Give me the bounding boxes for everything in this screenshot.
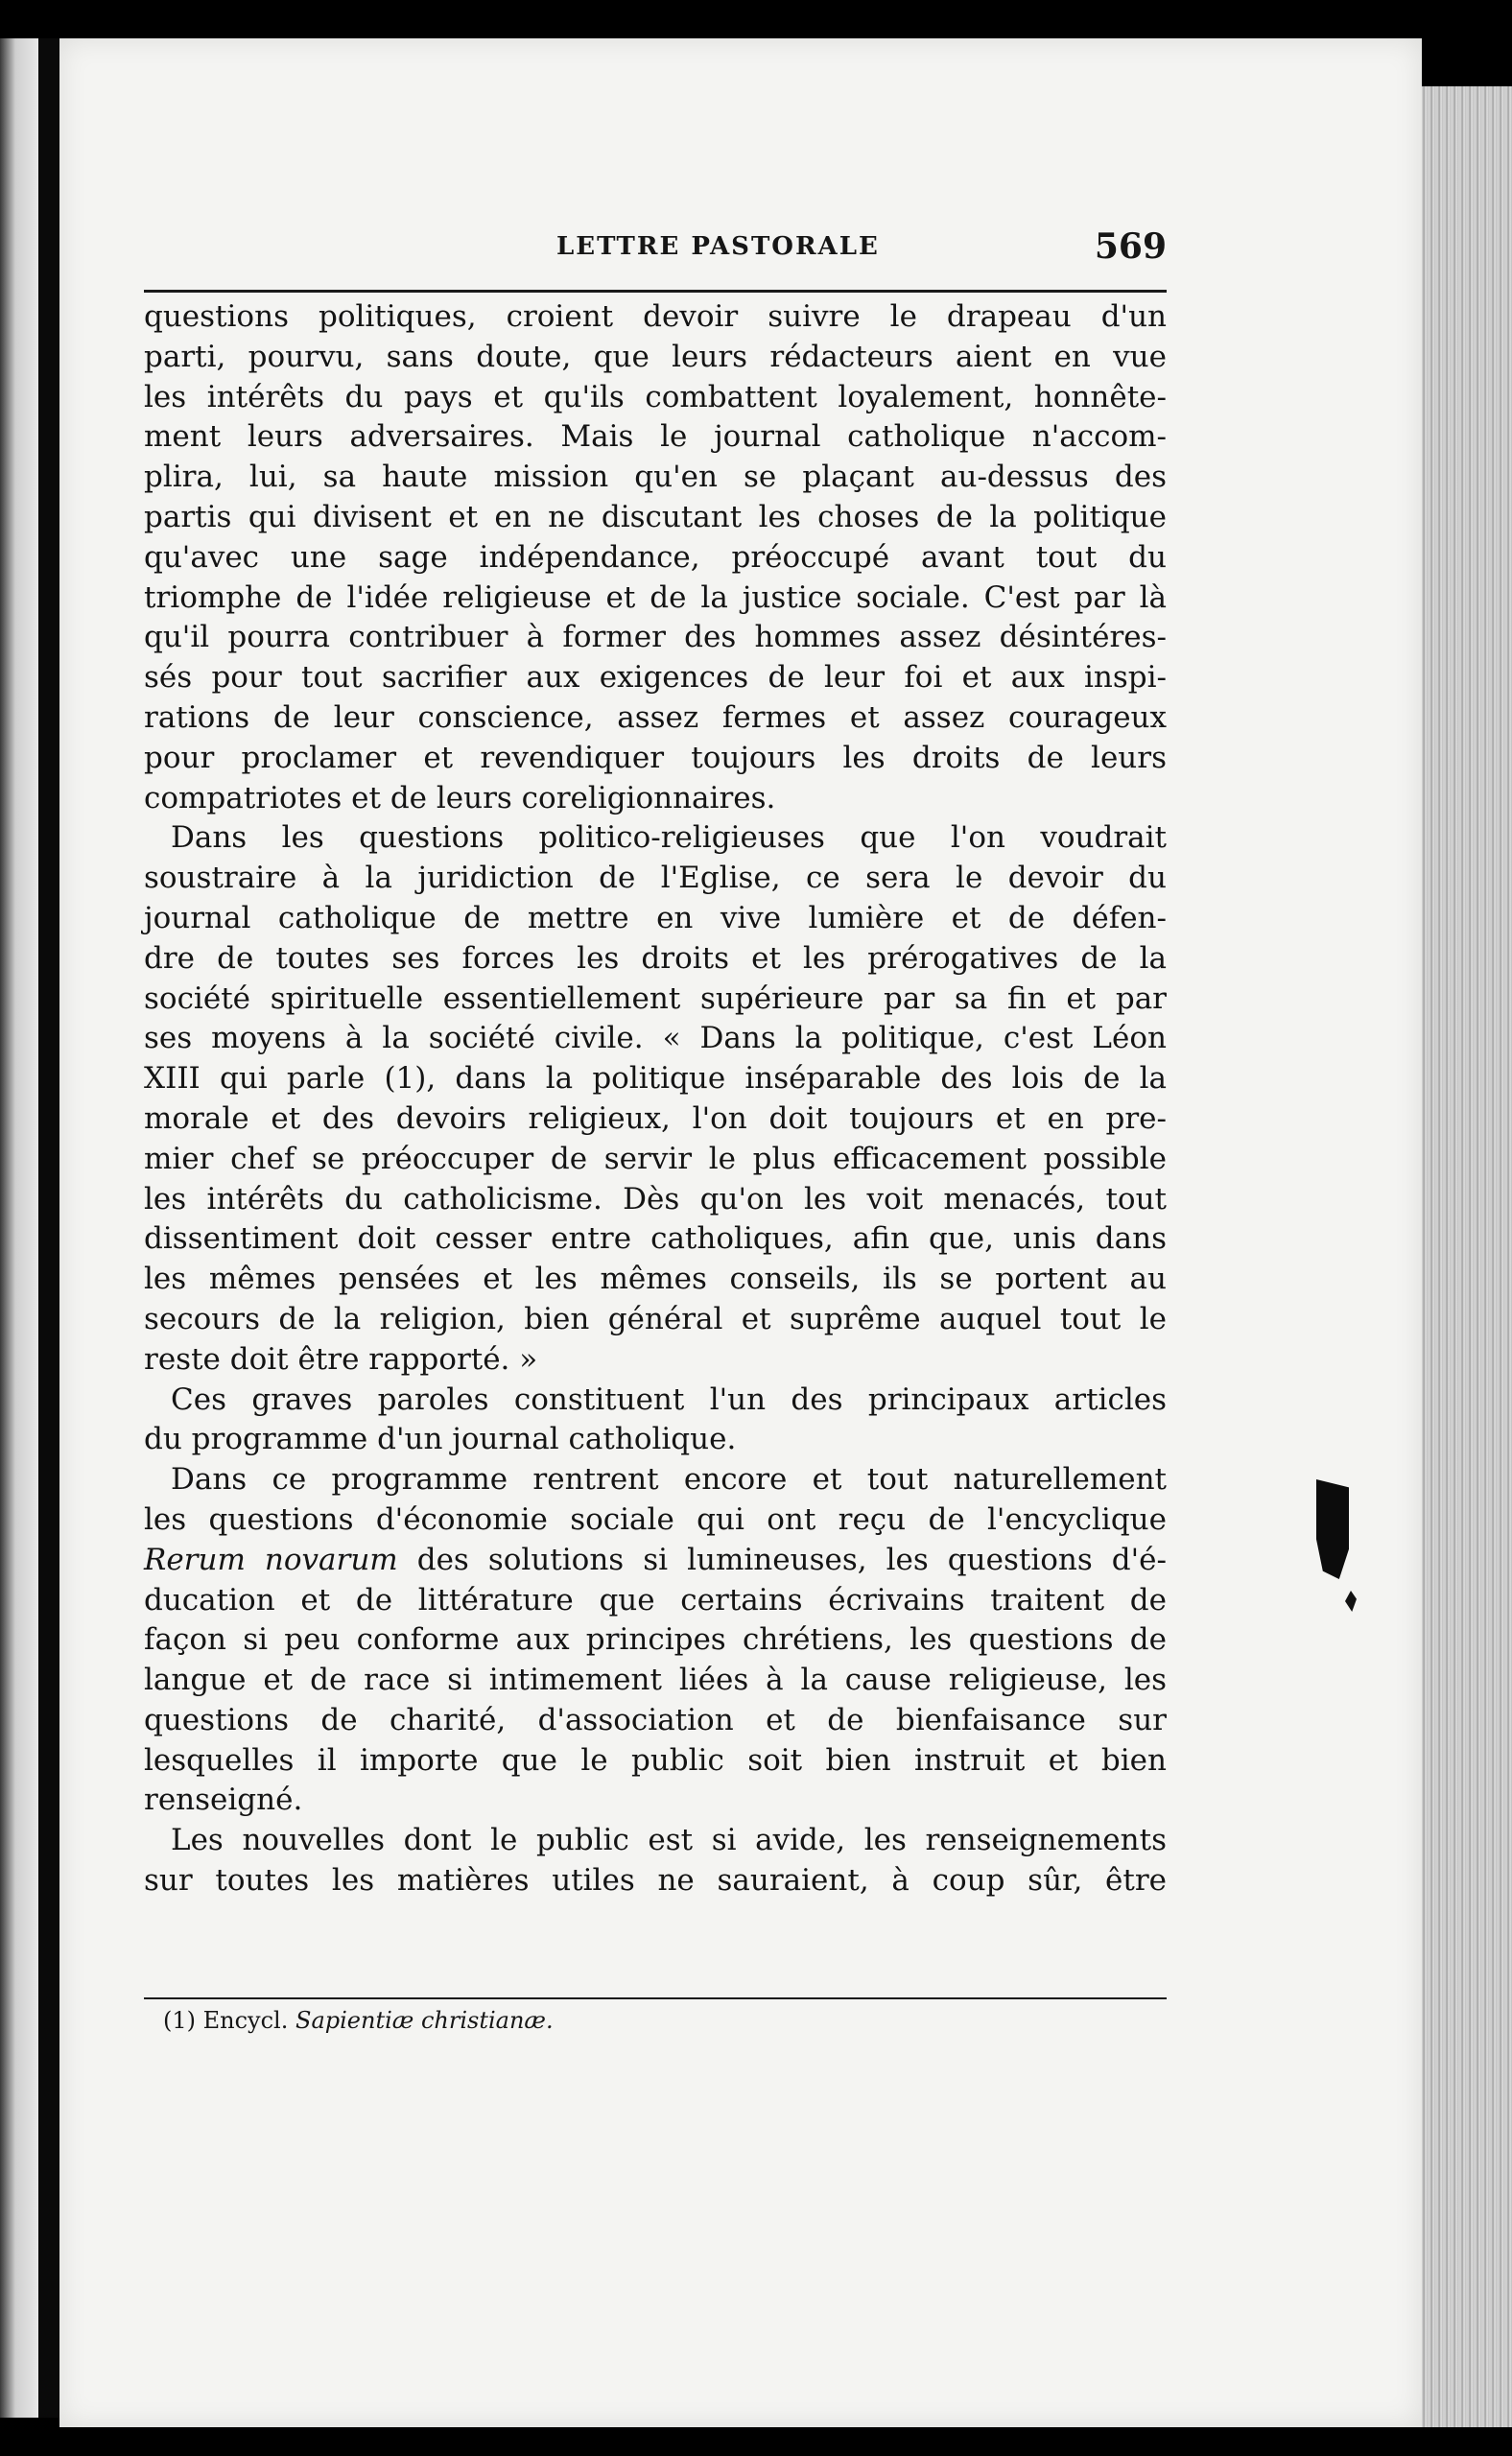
text-line: soustraire à la juridiction de l'Eglise, ce sera le devoir du (144, 861, 1167, 896)
text-line: XIII qui parle (1), dans la politique inséparable des lois de la (144, 1061, 1167, 1097)
running-title: LETTRE PASTORALE (556, 232, 880, 261)
text-line: partis qui divisent et en ne discutant les choses de la politique (144, 499, 1167, 534)
text-line: mier chef se préoccuper de servir le plus efficacement possible (144, 1141, 1167, 1176)
text-line: les intérêts du pays et qu'ils combattent loyalement, honnête- (144, 379, 1167, 414)
text-line: les intérêts du catholicisme. Dès qu'on les voit menacés, tout (144, 1181, 1167, 1216)
text-line: journal catholique de mettre en vive lumière et de défen- (144, 900, 1167, 935)
text-line: compatriotes et de leurs coreligionnaires. (144, 780, 776, 815)
text-line: morale et des devoirs religieux, l'on doit toujours et en pre- (144, 1100, 1167, 1136)
text-line: Ces graves paroles constituent l'un des principaux articles (171, 1382, 1167, 1417)
text-line: qu'avec une sage indépendance, préoccupé avant tout du (144, 539, 1167, 575)
text-line: plira, lui, sa haute mission qu'en se plaçant au-dessus des (144, 460, 1167, 495)
body-text (144, 297, 1167, 1901)
footnote-title: Sapientiæ christianæ. (295, 2007, 554, 2034)
text-line: lesquelles il importe que le public soit bien instruit et bien (144, 1742, 1167, 1778)
binding-gutter (38, 38, 59, 2418)
text-line: sur toutes les matières utiles ne sauraient, à coup sûr, être (144, 1863, 1167, 1899)
footnote (163, 2007, 554, 2034)
text-line: les questions d'économie sociale qui ont reçu de l'encyclique (144, 1501, 1167, 1537)
text-line: ses moyens à la société civile. « Dans la politique, c'est Léon (144, 1021, 1167, 1056)
text-line: pour proclamer et revendiquer toujours les droits de leurs (144, 740, 1167, 775)
text-line: Rerum novarum des solutions si lumineuses, les questions d'é- (144, 1542, 1167, 1577)
text-line: ducation et de littérature que certains écrivains traitent de (144, 1582, 1167, 1618)
text-line: qu'il pourra contribuer à former des hommes assez désintéres- (144, 620, 1167, 655)
text-line: dissentiment doit cesser entre catholiques, afin que, unis dans (144, 1221, 1167, 1257)
previous-page-edge (0, 38, 38, 2418)
text-line: triomphe de l'idée religieuse et de la justice sociale. C'est par là (144, 579, 1167, 615)
header-rule (144, 290, 1167, 293)
text-line: du programme d'un journal catholique. (144, 1422, 737, 1457)
text-line: société spirituelle essentiellement supérieure par sa fin et par (144, 980, 1167, 1016)
text-line: questions de charité, d'association et de bienfaisance sur (144, 1702, 1167, 1737)
page-number: 569 (1094, 226, 1167, 267)
text-line: les mêmes pensées et les mêmes conseils, ils se portent au (144, 1262, 1167, 1297)
stacked-page-edges (1420, 86, 1512, 2427)
text-line: Les nouvelles dont le public est si avide, les renseignements (171, 1823, 1167, 1858)
text-line: renseigné. (144, 1783, 303, 1818)
text-line: Dans ce programme rentrent encore et tout naturellement (171, 1462, 1167, 1498)
text-line: dre de toutes ses forces les droits et les prérogatives de la (144, 940, 1167, 976)
text-line: langue et de race si intimement liées à la cause religieuse, les (144, 1663, 1167, 1698)
text-line: Dans les questions politico-religieuses que l'on voudrait (171, 820, 1167, 856)
text-line: sés pour tout sacrifier aux exigences de leur foi et aux inspi- (144, 660, 1167, 696)
text-line: questions politiques, croient devoir suivre le drapeau d'un (144, 299, 1167, 334)
encyclical-title: Rerum novarum (144, 1542, 398, 1577)
text-line: façon si peu conforme aux principes chrétiens, les questions de (144, 1622, 1167, 1658)
text-line: reste doit être rapporté. » (144, 1341, 538, 1377)
running-header (144, 226, 1167, 284)
text-line: ment leurs adversaires. Mais le journal catholique n'accom- (144, 419, 1167, 455)
footnote-rule (144, 1997, 1167, 1999)
footnote-marker: (1) Encycl. (163, 2007, 289, 2034)
text-line: parti, pourvu, sans doute, que leurs rédacteurs aient en vue (144, 339, 1167, 374)
text-line: rations de leur conscience, assez fermes et assez courageux (144, 699, 1167, 735)
text-line: secours de la religion, bien général et suprême auquel tout le (144, 1301, 1167, 1336)
